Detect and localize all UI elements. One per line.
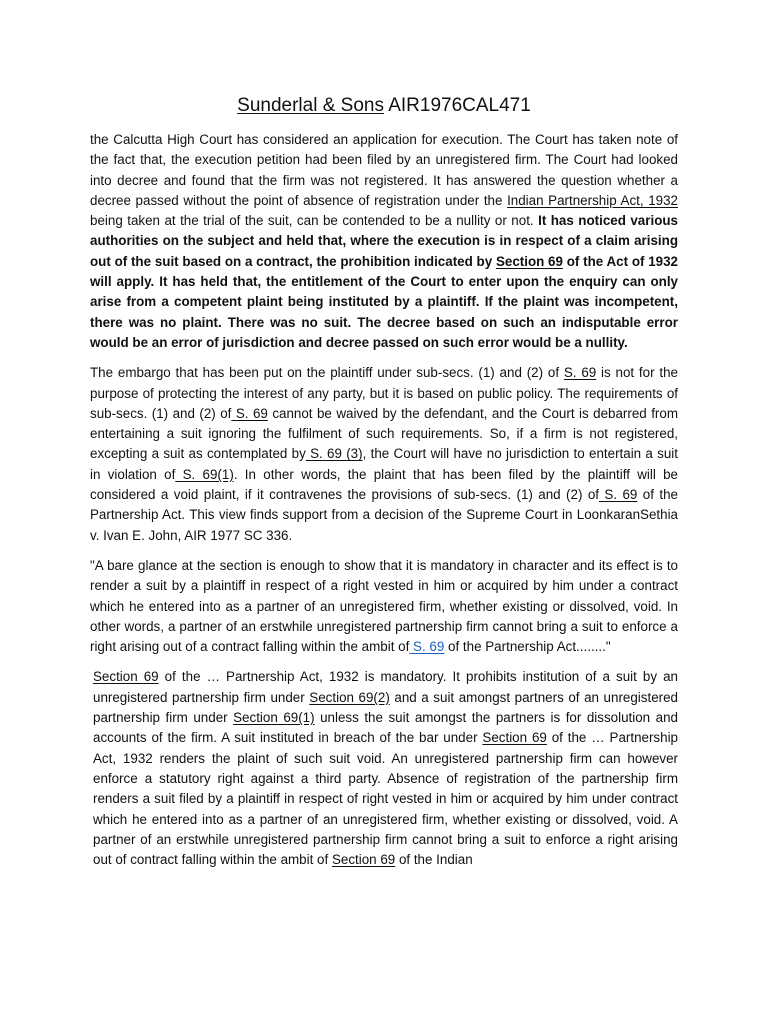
text-run: of the Indian — [395, 852, 473, 868]
bold-text-run: of the Act of 1932 will apply. It has held that, the entitlement of the Court to enter upon the enquiry can only arise from a competent plaint being instituted by a plaintiff. If the plaint was incompetent, there was no plaint. There was no suit. The decree based on such an indisputable error would be an error of jurisdiction and decree passed on such error would be a nullity. — [90, 253, 679, 350]
bold-text-run: It has noticed various authorities on the subject and held that, where the execution is in respect of a claim arising out of the suit based on a contract, the prohibition indicated by — [90, 213, 678, 269]
link-indian-partnership-act[interactable]: Indian Partnership Act, 1932 — [507, 192, 678, 208]
text-run: The embargo that has been put on the plaintiff under sub-secs. (1) and (2) of — [90, 365, 564, 381]
link-s-69-3[interactable]: S. 69 (3) — [305, 446, 363, 462]
link-s-69[interactable]: S. 69 — [563, 365, 597, 381]
paragraph-2 — [90, 363, 678, 546]
text-run: and a suit amongst partners of an unregistered partnership firm under — [93, 689, 678, 726]
text-run: of the Partnership Act. This view finds support from a decision of the Supreme Court in LoonkaranSethia v. Ivan E. John, AIR 1977 SC 336. — [90, 487, 678, 543]
link-section-69-2[interactable]: Section 69(2) — [309, 689, 390, 705]
link-section-69-1[interactable]: Section 69(1) — [233, 710, 315, 726]
text-run: being taken at the trial of the suit, can be contended to be a nullity or not. — [90, 213, 539, 229]
link-s-69-blue[interactable]: S. 69 — [409, 639, 445, 655]
text-run: is not for the purpose of protecting the interest of any party, but it is based on public policy. The requirements of sub-secs. (1) and (2) of — [90, 365, 678, 421]
text-run: "A bare glance at the section is enough to show that it is mandatory in character and its effect is to render a suit by a plaintiff in respect of a right vested in him or acquired by him under a contract which he entered into as a partner of an unregistered firm, whether existing or dissolved, void. In other words, a partner of an erstwhile unregistered partnership firm cannot bring a suit to enforce a right arising out of a contract falling within the ambit of — [90, 557, 678, 655]
link-s-69-1[interactable]: S. 69(1) — [175, 466, 234, 482]
case-name: Sunderlal & Sons — [237, 95, 384, 116]
link-s-69[interactable]: S. 69 — [598, 487, 638, 503]
paragraph-1 — [90, 130, 678, 353]
text-run: . In other words, the plaint that has been filed by the plaintiff will be considered a void plaint, if it contravenes the provisions of sub-secs. (1) and (2) of — [90, 466, 678, 503]
paragraph-4 — [90, 667, 678, 870]
link-s-69[interactable]: S. 69 — [231, 405, 268, 421]
text-run: , the Court will have no jurisdiction to entertain a suit in violation of — [90, 446, 678, 482]
page-title — [0, 94, 768, 118]
paragraph-3-quote — [90, 556, 678, 657]
citation: AIR1976CAL471 — [388, 95, 531, 116]
text-run: the Calcutta High Court has considered an application for execution. The Court has taken note of the fact that, the execution petition had been filed by an unregistered firm. The Court had looked into decree and found that the firm was not registered. It has answered the question whether a decree passed without the point of absence of registration under the — [90, 132, 678, 208]
link-section-69[interactable]: Section 69 — [495, 253, 563, 269]
text-run: of the Partnership Act........" — [444, 639, 611, 655]
link-section-69[interactable]: Section 69 — [331, 852, 396, 868]
text-run: unless the suit amongst the partners is for dissolution and accounts of the firm. A suit instituted in breach of the bar under — [93, 710, 678, 746]
text-run: cannot be waived by the defendant, and the Court is debarred from entertaining a suit ignoring the fulfilment of such requirements. So, if a firm is not registered, excepting a suit as contemplated by — [90, 405, 678, 462]
text-run: of the … Partnership Act, 1932 is mandatory. It prohibits institution of a suit by an unregistered partnership firm under — [93, 669, 679, 705]
link-section-69[interactable]: Section 69 — [482, 730, 547, 746]
link-section-69[interactable]: Section 69 — [93, 669, 159, 685]
document-body — [90, 130, 678, 880]
text-run: of the … Partnership Act, 1932 renders the plaint of such suit void. An unregistered partnership firm can however enforce a statutory right against a third party. Absence of registration of the partnership firm renders a suit filed by a plaintiff in respect of right vested in him or acquired by him under contract which he entered into as a partner of an unregistered firm, whether existing or dissolved, void. A partner of an erstwhile unregistered partnership firm cannot bring a suit to enforce a right arising out of contract falling within the ambit of — [93, 730, 678, 868]
